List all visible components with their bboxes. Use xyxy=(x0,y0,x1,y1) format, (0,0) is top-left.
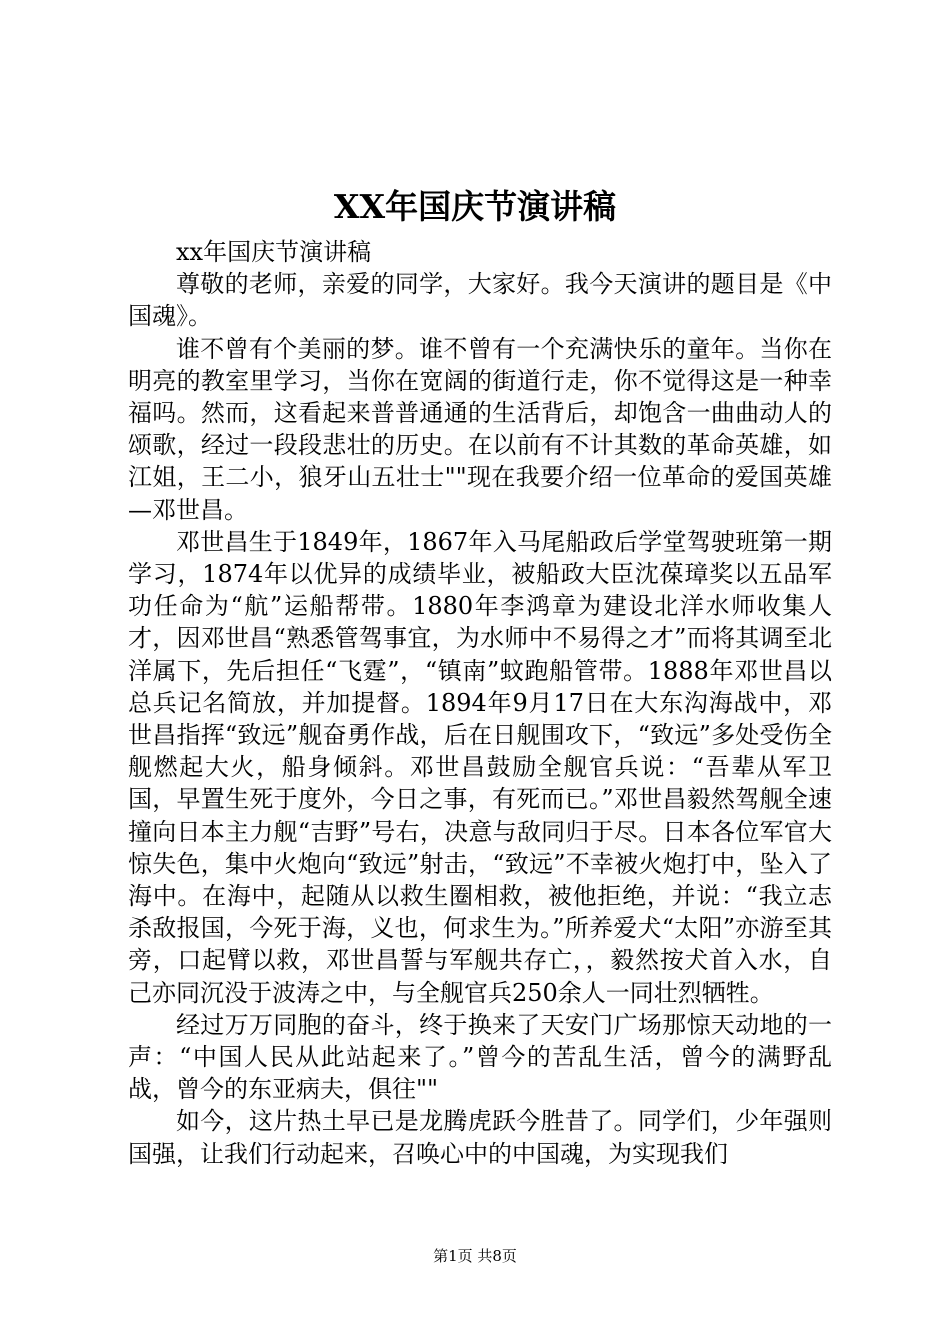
page-title: XX年国庆节演讲稿 xyxy=(333,187,617,226)
paragraph-greeting: 尊敬的老师，亲爱的同学，大家好。我今天演讲的题目是《中国魂》。 xyxy=(128,270,832,331)
paragraph-struggle: 经过万万同胞的奋斗，终于换来了天安门广场那惊天动地的一声：“中国人民从此站起来了。”曾今的苦乱生活，曾今的满野乱战，曾今的东亚病夫，俱往"" xyxy=(128,1010,832,1104)
paragraph-dream: 谁不曾有个美丽的梦。谁不曾有一个充满快乐的童年。当你在明亮的教室里学习，当你在宽阔的街道行走，你不觉得这是一种幸福吗。然而，这看起来普普通通的生活背后，却饱含一曲曲动人的颂歌，经过一段段悲壮的历史。在以前有不计其数的革命英雄，如江姐，王二小，狼牙山五壮士""现在我要介绍一位革命的爱国英雄—邓世昌。 xyxy=(128,334,832,524)
page-footer: 第1页 共8页 xyxy=(433,1247,517,1265)
paragraph-deng-shichang: 邓世昌生于1849年，1867年入马尾船政后学堂驾驶班第一期学习，1874年以优异的成绩毕业，被船政大臣沈葆璋奖以五品军功任命为“航”运船帮带。1880年李鸿章为建设北洋水师收集人才，因邓世昌“熟悉管驾事宜，为水师中不易得之才”而将其调至北洋属下，先后担任“飞霆”，“镇南”蚊跑船管带。1888年邓世昌以总兵记名简放，并加提督。1894年9月17日在大东沟海战中，邓世昌指挥“致远”舰奋勇作战，后在日舰围攻下，“致远”多处受伤全舰燃起大火，船身倾斜。邓世昌鼓励全舰官兵说：“吾辈从军卫国，早置生死于度外，今日之事，有死而已。”邓世昌毅然驾舰全速撞向日本主力舰“吉野”号右，决意与敌同归于尽。日本各位军官大惊失色，集中火炮向“致远”射击，“致远”不幸被火炮打中，坠入了海中。在海中，起随从以救生圈相救，被他拒绝，并说：“我立志杀敌报国，今死于海，义也，何求生为。”所养爱犬“太阳”亦游至其旁，口起臂以救，邓世昌誓与军舰共存亡，，毅然按犬首入水，自己亦同沉没于波涛之中，与全舰官兵250余人一同壮烈牺牲。 xyxy=(128,527,832,1007)
paragraph-subtitle: xx年国庆节演讲稿 xyxy=(176,238,372,266)
document-body xyxy=(128,236,832,1170)
paragraph-today: 如今，这片热土早已是龙腾虎跃今胜昔了。同学们，少年强则国强，让我们行动起来，召唤心中的中国魂，为实现我们 xyxy=(128,1107,832,1168)
